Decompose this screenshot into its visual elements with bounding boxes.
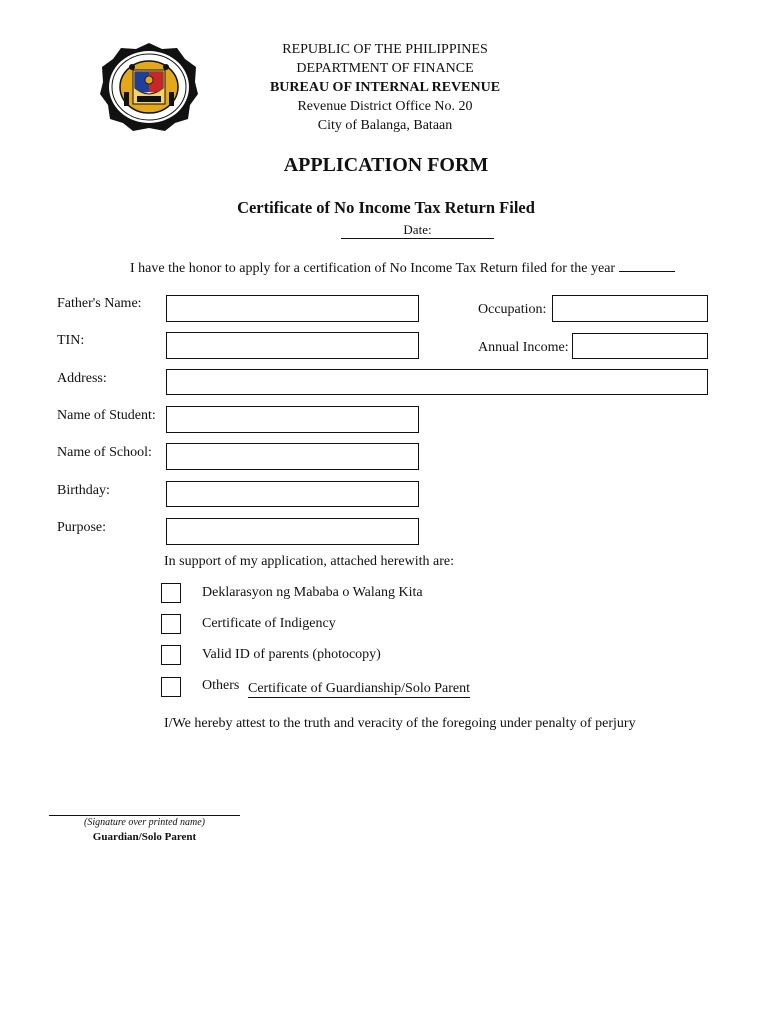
attachment-label-others: Others bbox=[202, 678, 240, 693]
attachment-label-valid-id: Valid ID of parents (photocopy) bbox=[202, 647, 381, 662]
year-blank[interactable] bbox=[619, 259, 675, 272]
support-heading: In support of my application, attached herewith are: bbox=[164, 554, 455, 569]
signature-caption: (Signature over printed name) bbox=[84, 817, 205, 828]
occupation-label: Occupation: bbox=[478, 302, 547, 317]
bir-seal-icon bbox=[99, 42, 199, 132]
header-line-department: DEPARTMENT OF FINANCE bbox=[296, 61, 474, 76]
school-name-field[interactable] bbox=[166, 443, 419, 470]
form-title: APPLICATION FORM bbox=[283, 154, 489, 176]
header-line-district-office: Revenue District Office No. 20 bbox=[297, 99, 473, 114]
header-line-bureau: BUREAU OF INTERNAL REVENUE bbox=[269, 80, 501, 95]
attestation-statement: I/We hereby attest to the truth and veracity of the foregoing under penalty of perjury bbox=[164, 716, 636, 731]
student-name-field[interactable] bbox=[166, 406, 419, 433]
tin-label: TIN: bbox=[57, 333, 85, 348]
fathers-name-field[interactable] bbox=[166, 295, 419, 322]
signature-line[interactable] bbox=[49, 815, 240, 816]
signature-role: Guardian/Solo Parent bbox=[92, 831, 197, 843]
purpose-field[interactable] bbox=[166, 518, 419, 545]
attachment-checkbox-others[interactable] bbox=[161, 677, 181, 697]
birthday-field[interactable] bbox=[166, 481, 419, 507]
form-subtitle: Certificate of No Income Tax Return Filed bbox=[237, 198, 535, 217]
school-name-label: Name of School: bbox=[57, 445, 152, 460]
address-field[interactable] bbox=[166, 369, 708, 395]
purpose-label: Purpose: bbox=[57, 520, 106, 535]
intro-statement bbox=[130, 259, 675, 277]
others-specify-field[interactable]: Certificate of Guardianship/Solo Parent bbox=[248, 681, 470, 696]
annual-income-label: Annual Income: bbox=[478, 340, 569, 355]
student-name-label: Name of Student: bbox=[57, 408, 156, 423]
attachment-checkbox-indigency[interactable] bbox=[161, 614, 181, 634]
intro-text: I have the honor to apply for a certification of No Income Tax Return filed for the year bbox=[130, 261, 616, 276]
header-line-republic: REPUBLIC OF THE PHILIPPINES bbox=[282, 42, 488, 57]
occupation-field[interactable] bbox=[552, 295, 708, 322]
address-label: Address: bbox=[57, 371, 107, 386]
header-line-city: City of Balanga, Bataan bbox=[317, 118, 453, 133]
annual-income-field[interactable] bbox=[572, 333, 708, 359]
tin-field[interactable] bbox=[166, 332, 419, 359]
attachment-checkbox-deklarasyon[interactable] bbox=[161, 583, 181, 603]
attachment-checkbox-valid-id[interactable] bbox=[161, 645, 181, 665]
fathers-name-label: Father's Name: bbox=[57, 296, 142, 311]
date-field[interactable]: Date: bbox=[341, 222, 494, 239]
birthday-label: Birthday: bbox=[57, 483, 110, 498]
attachment-label-indigency: Certificate of Indigency bbox=[202, 616, 336, 631]
attachment-label-deklarasyon: Deklarasyon ng Mababa o Walang Kita bbox=[202, 585, 423, 600]
